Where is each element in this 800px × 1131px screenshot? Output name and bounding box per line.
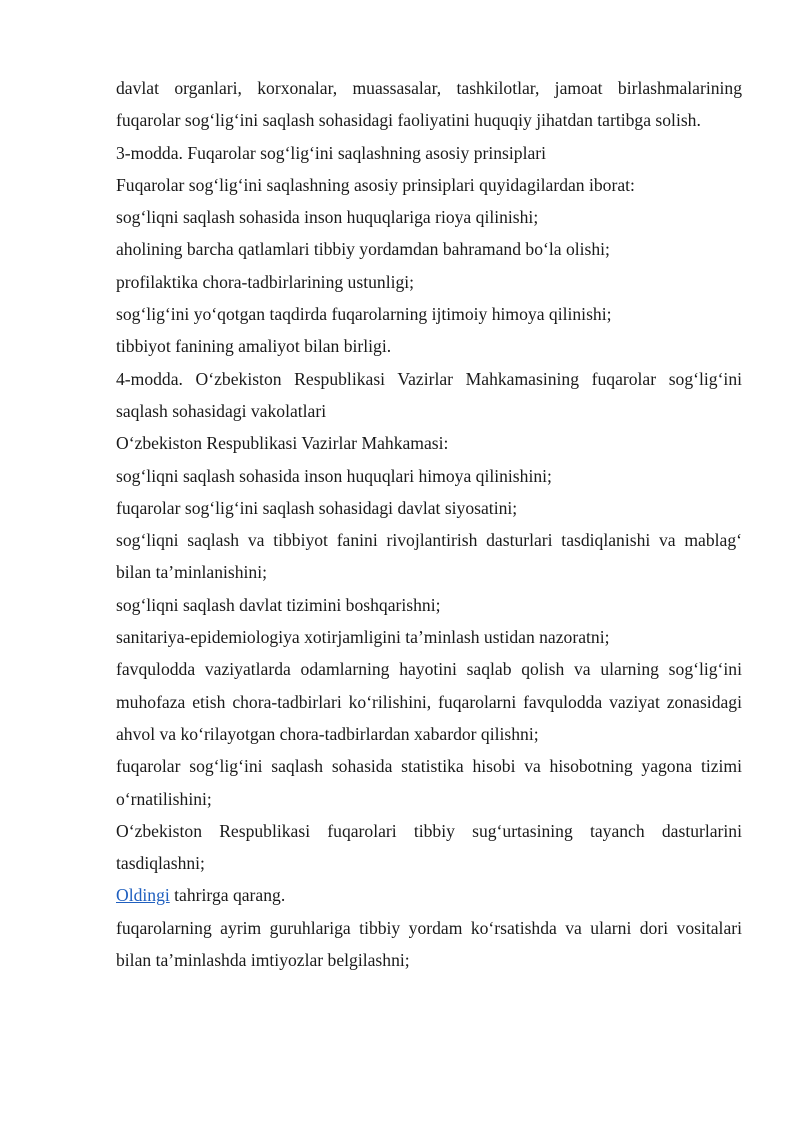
list-item: fuqarolar sog‘lig‘ini saqlash sohasidagi davlat siyosatini; [116,497,518,518]
previous-edition-note [116,879,742,911]
previous-edition-link[interactable]: Oldingi [116,885,170,906]
paragraph: Fuqarolar sog‘lig‘ini saqlashning asosiy prinsiplari quyidagilardan iborat: [116,174,635,195]
list-item: O‘zbekiston Respublikasi fuqarolari tibbiy sug‘urtasining tayanch dasturlarini tasdiqlashni; [116,820,742,874]
list-item: sog‘liqni saqlash davlat tizimini boshqarishni; [116,594,441,615]
paragraph: davlat organlari, korxonalar, muassasalar, tashkilotlar, jamoat birlashmalarining fuqarolar sog‘lig‘ini saqlash sohasidagi faoliyatini huquqiy jihatdan tartibga solish. [116,78,742,131]
list-item: profilaktika chora-tadbirlarining ustunligi; [116,271,415,292]
article-heading: 3-modda. Fuqarolar sog‘lig‘ini saqlashning asosiy prinsiplari [116,142,547,163]
list-item: sog‘liqni saqlash sohasida inson huquqlari himoya qilinishini; [116,465,552,486]
list-item: sanitariya-epidemiologiya xotirjamligini ta’minlash ustidan nazoratni; [116,627,610,648]
list-item: fuqarolar sog‘lig‘ini saqlash sohasida statistika hisobi va hisobotning yagona tizimi o‘rnatilishini; [116,756,742,809]
previous-edition-note-text: tahrirga qarang. [169,885,286,906]
article-heading: 4-modda. O‘zbekiston Respublikasi Vazirlar Mahkamasining fuqarolar sog‘lig‘ini saqlash sohasidagi vakolatlari [116,368,742,421]
list-item: sog‘liqni saqlash va tibbiyot fanini rivojlantirish dasturlari tasdiqlanishi va mablag‘ bilan ta’minlanishini; [116,530,742,583]
list-item: aholining barcha qatlamlari tibbiy yordamdan bahramand bo‘la olishi; [116,239,610,260]
list-item: tibbiyot fanining amaliyot bilan birligi. [116,336,392,357]
document-body [116,72,742,976]
list-item: fuqarolarning ayrim guruhlariga tibbiy yordam ko‘rsatishda va ularni dori vositalari bilan ta’minlashda imtiyozlar belgilashni; [116,917,742,971]
paragraph: O‘zbekiston Respublikasi Vazirlar Mahkamasi: [116,433,449,454]
list-item: sog‘liqni saqlash sohasida inson huquqlariga rioya qilinishi; [116,207,539,228]
list-item: sog‘lig‘ini yo‘qotgan taqdirda fuqarolarning ijtimoiy himoya qilinishi; [116,304,612,325]
list-item: favqulodda vaziyatlarda odamlarning hayotini saqlab qolish va ularning sog‘lig‘ini muhofaza etish chora-tadbirlari ko‘rilishini, fuqarolarni favqulodda vaziyat zonasidagi ahvol va ko‘rilayotgan chora-tadbirlardan xabardor qilishni; [116,659,742,744]
